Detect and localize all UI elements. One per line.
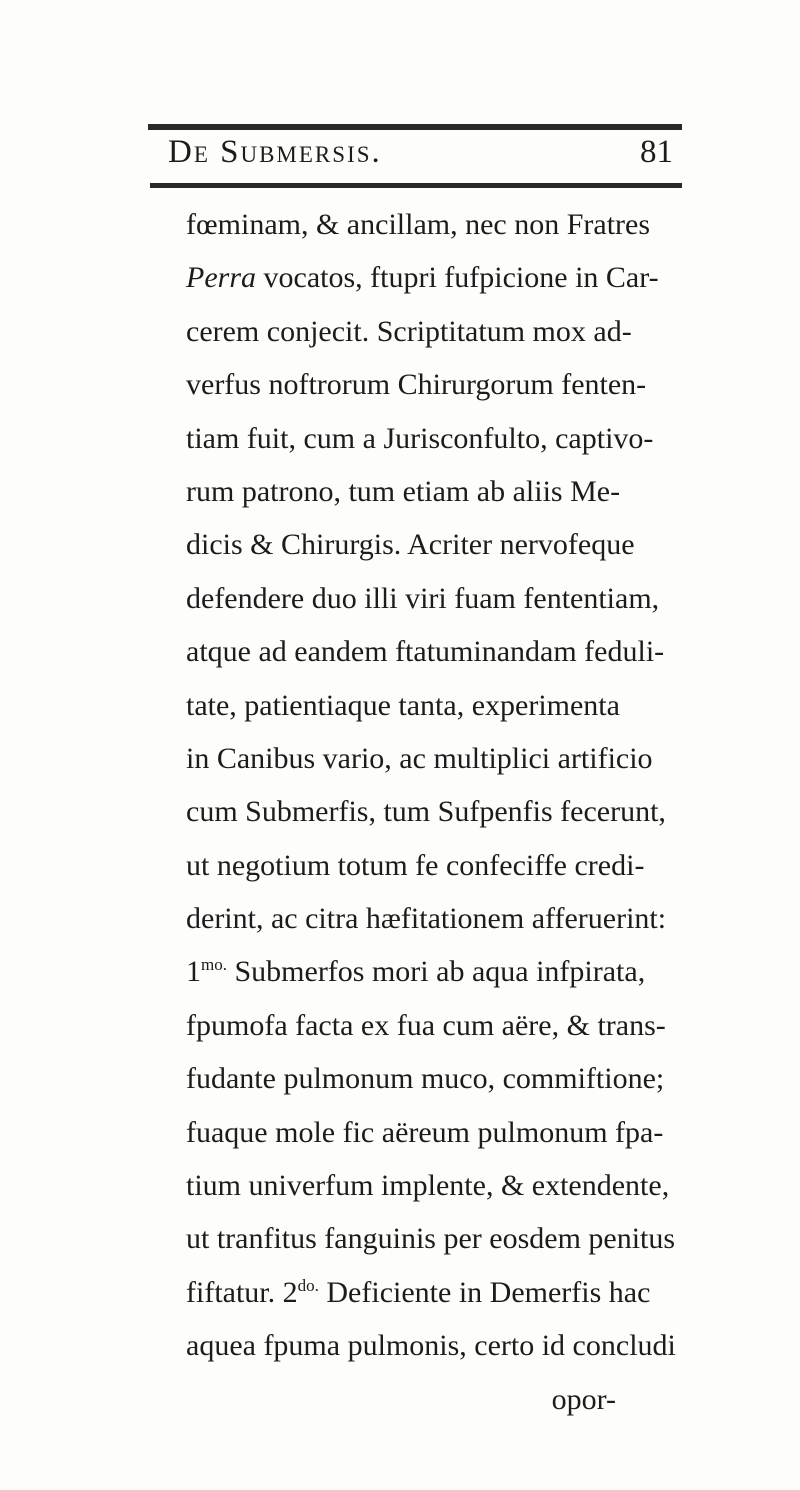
text-line: cum Submerfis, tum Sufpenfis fecerunt, (186, 795, 666, 829)
text-line: ut negotium totum fe confeciffe credi- (186, 848, 645, 882)
text-line: tium univerfum implente, & extendente, (186, 1169, 670, 1203)
text-line: aquea fpuma pulmonis, certo id concludi (186, 1329, 676, 1363)
running-title: De Submersis. (168, 134, 382, 170)
header-rule-bottom (150, 183, 682, 188)
ordinal-superscript: do. (297, 1275, 319, 1295)
text-line: Perra vocatos, ftupri fufpicione in Car- (186, 261, 659, 295)
text-line: tiam fuit, cum a Jurisconfulto, captivo- (186, 421, 654, 455)
text-line: $1^{mo.}$ Submerfos mori ab aqua infpirata, (186, 955, 646, 989)
text-line: derint, ac citra hæfitationem afferuerint: (186, 902, 667, 936)
page-number: 81 (640, 134, 673, 170)
running-head (168, 130, 673, 182)
catchword: opor- (551, 1382, 616, 1416)
text-line: fpumofa facta ex fua cum aëre, & trans- (186, 1008, 666, 1042)
body-text (186, 198, 706, 1426)
text-line: verfus noftrorum Chirurgorum fenten- (186, 368, 647, 402)
text-line: rum patrono, tum etiam ab aliis Me- (186, 474, 621, 508)
text-line: ut tranfitus fanguinis per eosdem penitus (186, 1222, 676, 1256)
italic-name: Perra (186, 261, 256, 295)
text-line: fœminam, & ancillam, nec non Fratres (186, 208, 651, 241)
text-line: defendere duo illi viri fuam fententiam, (186, 581, 660, 615)
text-line: fudante pulmonum muco, commiftione; (186, 1062, 665, 1096)
text-line: fuaque mole fic aëreum pulmonum fpa- (186, 1115, 664, 1149)
text-line: dicis & Chirurgis. Acriter nervofeque (186, 528, 635, 562)
text-line: cerem conjecit. Scriptitatum mox ad- (186, 314, 632, 348)
text-line: in Canibus vario, ac multiplici artificio (186, 741, 653, 775)
text-line: tate, patientiaque tanta, experimenta (186, 688, 620, 722)
ordinal-superscript: mo. (201, 955, 227, 975)
text-line: fiftatur. $2^{do.}$ Deficiente in Demerfis hac (186, 1275, 651, 1309)
text-line: atque ad eandem ftatuminandam feduli- (186, 635, 665, 669)
